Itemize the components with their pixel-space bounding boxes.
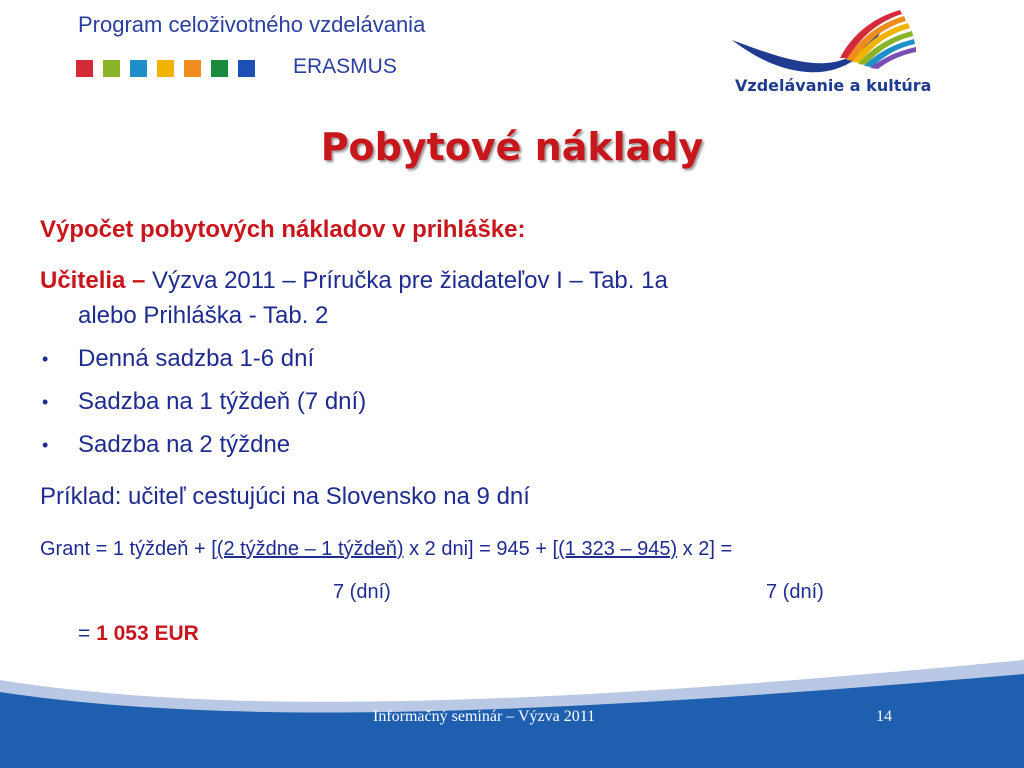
teachers-line-2: alebo Prihláška - Tab. 2 — [78, 302, 329, 329]
footer-text: Informačný seminár – Výzva 2011 — [373, 708, 596, 725]
page-number: 14 — [876, 708, 892, 725]
list-item — [42, 388, 367, 416]
bullet-icon: • — [42, 349, 49, 369]
teachers-label: Učitelia – — [40, 267, 146, 294]
list-item — [42, 431, 291, 459]
teachers-text: Výzva 2011 – Príručka pre žiadateľov I – Tab. 1a — [145, 267, 668, 294]
teachers-line — [40, 267, 668, 295]
result-prefix: = — [78, 622, 97, 645]
color-square — [76, 60, 93, 77]
formula-denominator: 7 (dní) — [333, 581, 391, 603]
example-line: Príklad: učiteľ cestujúci na Slovensko na 9 dní — [40, 483, 530, 510]
list-item — [42, 345, 315, 373]
result-amount: 1 053 EUR — [96, 622, 199, 645]
bullet-icon: • — [42, 435, 49, 455]
color-square — [157, 60, 174, 77]
grant-formula — [40, 538, 732, 561]
color-square — [238, 60, 255, 77]
erasmus-label: ERASMUS — [293, 55, 397, 78]
color-square — [130, 60, 147, 77]
formula-numerator: (2 týždne – 1 týždeň) — [216, 538, 404, 560]
color-squares — [76, 60, 255, 77]
formula-denominator: 7 (dní) — [766, 581, 824, 603]
logo-text: Vzdelávanie a kultúra — [735, 76, 932, 95]
page-title: Pobytové náklady — [320, 125, 704, 169]
bullet-icon: • — [42, 392, 49, 412]
formula-numerator: (1 323 – 945) — [558, 538, 678, 560]
list-item-text: Denná sadzba 1-6 dní — [78, 345, 315, 372]
color-square — [103, 60, 120, 77]
formula-part: Grant = 1 týždeň + [ — [40, 538, 217, 560]
formula-part: x 2] = — [677, 538, 733, 560]
list-item-text: Sadzba na 1 týždeň (7 dní) — [78, 388, 367, 415]
list-item-text: Sadzba na 2 týždne — [78, 431, 291, 458]
formula-part: x 2 dni] = 945 + [ — [403, 538, 559, 560]
program-title: Program celoživotného vzdelávania — [78, 12, 426, 37]
section-subtitle: Výpočet pobytových nákladov v prihláške: — [40, 216, 526, 243]
result-line — [78, 622, 199, 646]
color-square — [184, 60, 201, 77]
color-square — [211, 60, 228, 77]
